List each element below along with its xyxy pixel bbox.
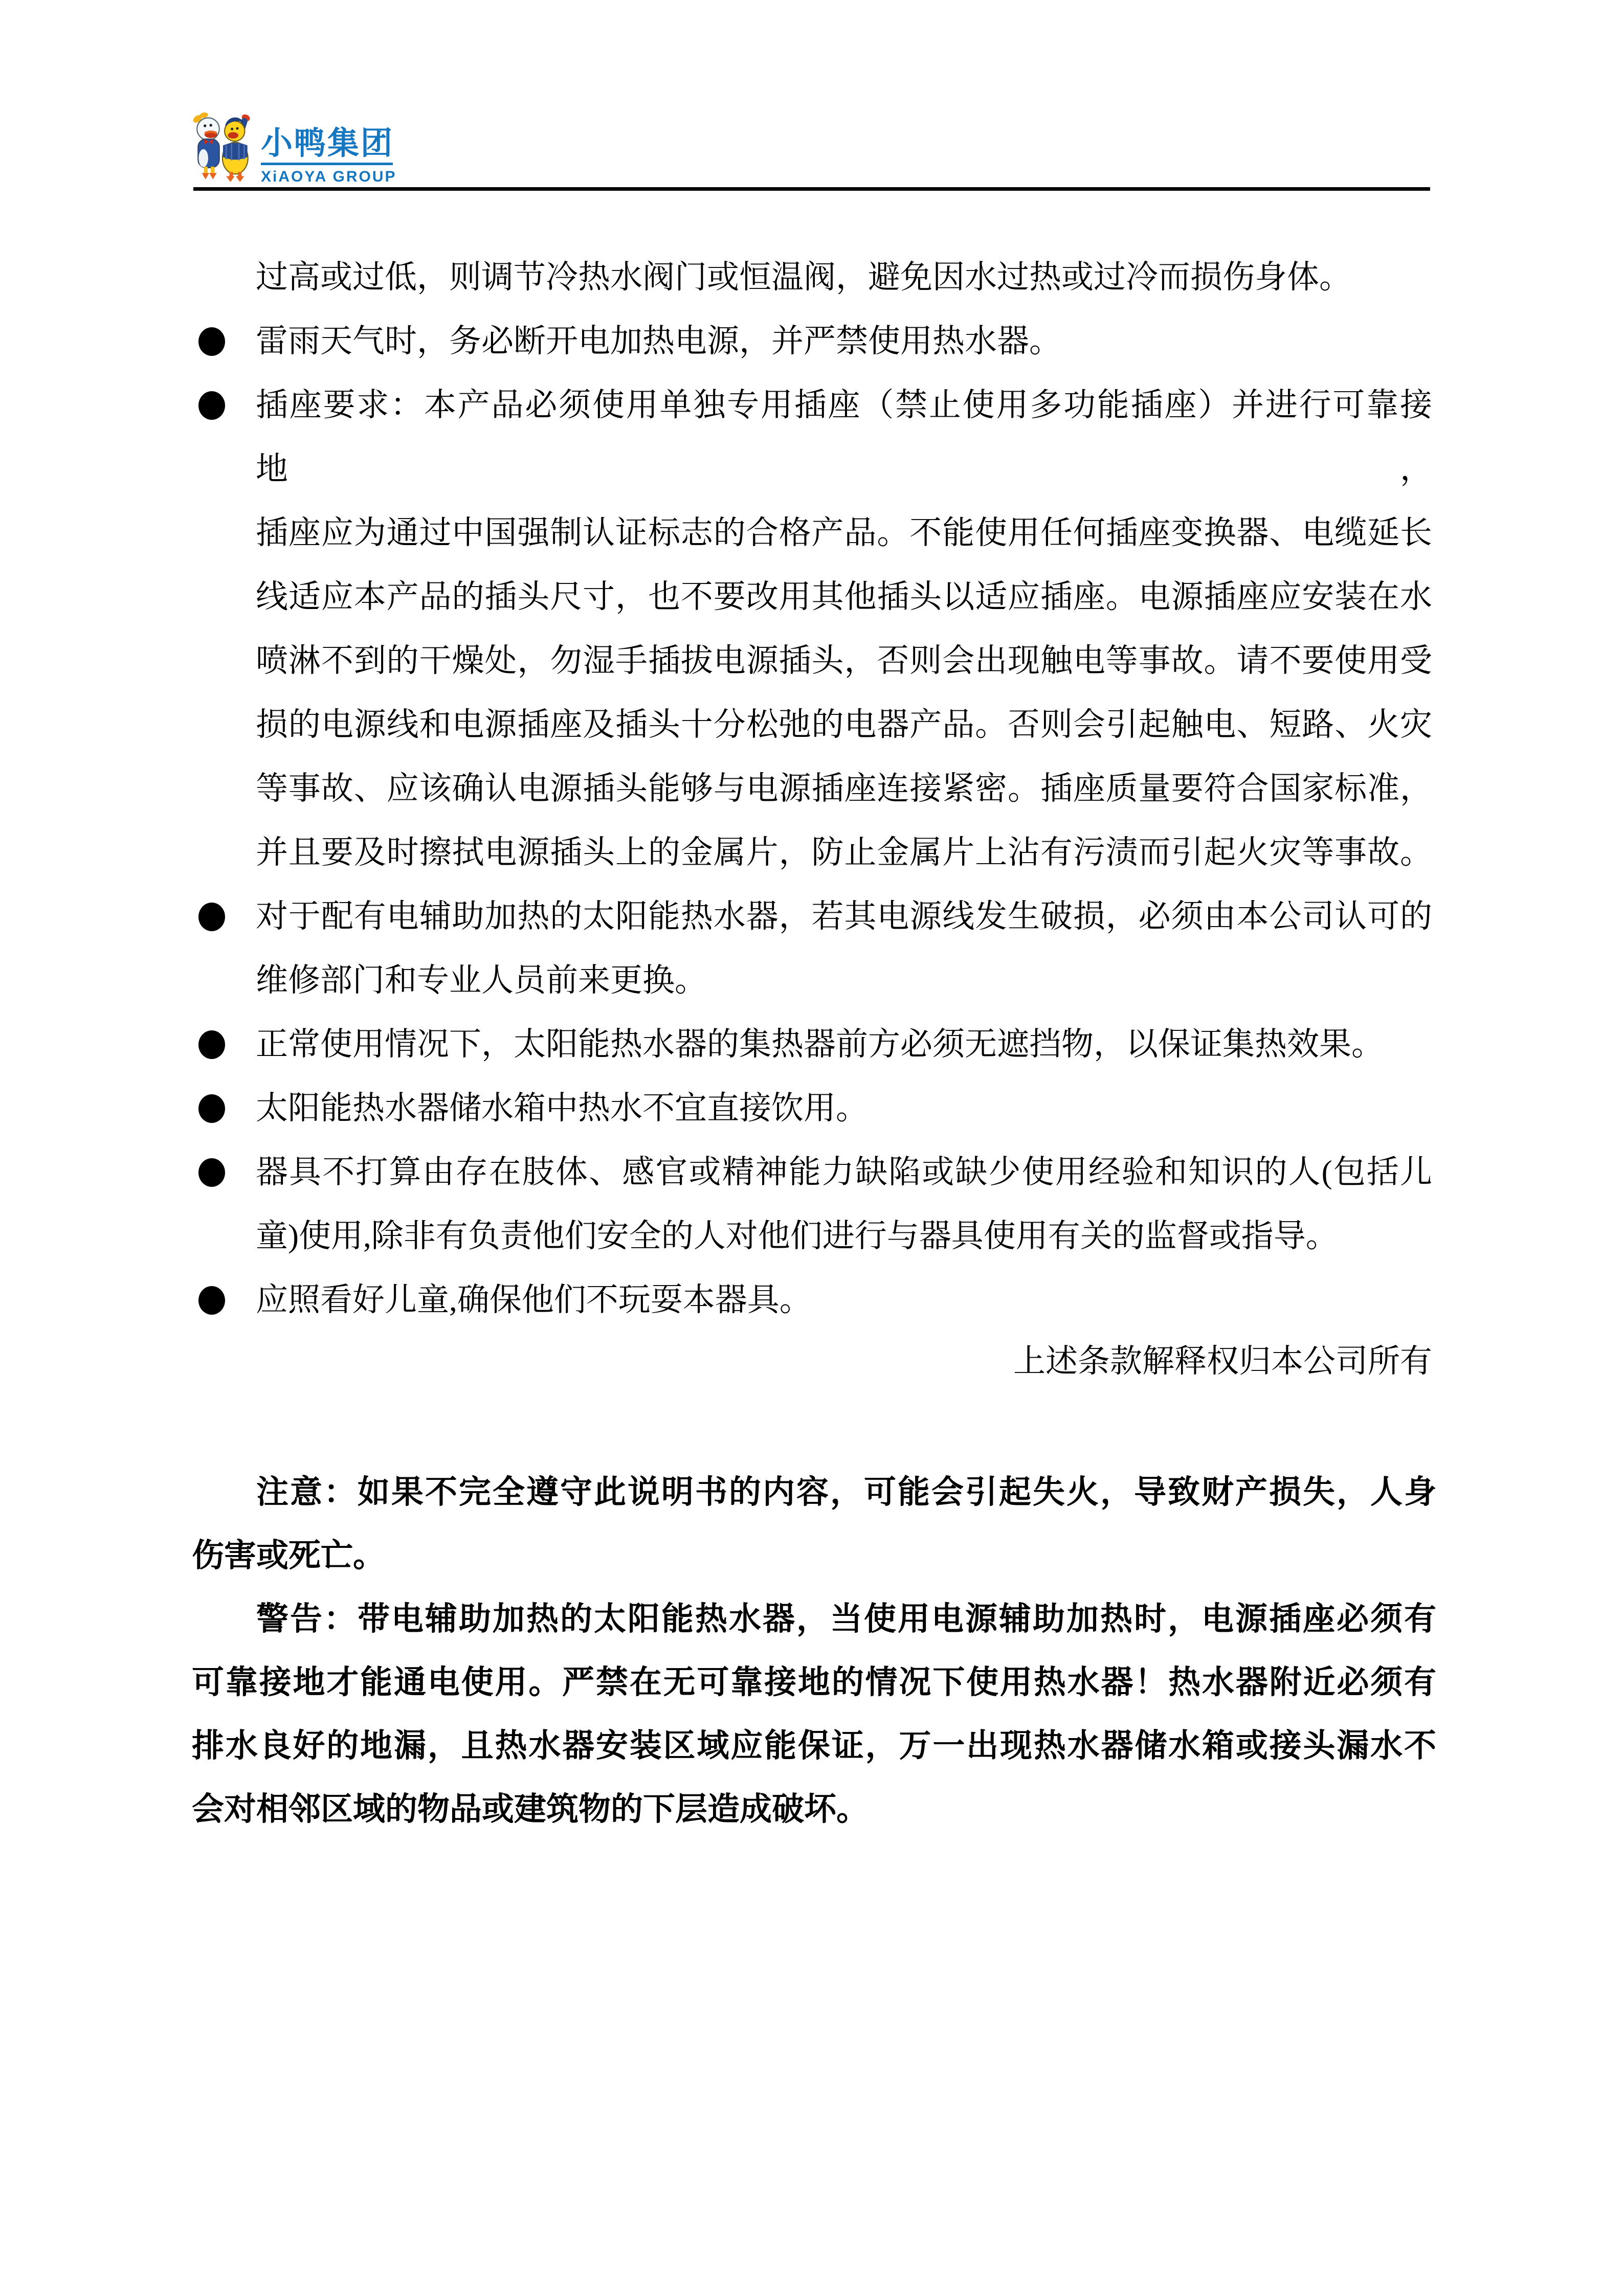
list-item [193, 309, 1432, 373]
safety-text-block [193, 245, 1432, 1332]
text-line: 注意：如果不完全遵守此说明书的内容，可能会引起失火，导致财产损失，人身 [256, 1474, 1436, 1510]
text-line: 可靠接地才能通电使用。严禁在无可靠接地的情况下使用热水器！热水器附近必须有 [192, 1664, 1436, 1700]
bullet-icon [198, 1030, 225, 1059]
text-line: 损的电源线和电源插座及插头十分松弛的电器产品。否则会引起触电、短路、火灾 [256, 707, 1432, 742]
rights-note: 上述条款解释权归本公司所有 [1013, 1343, 1432, 1379]
text-line: 太阳能热水器储水箱中热水不宜直接饮用。 [256, 1090, 868, 1126]
intro-paragraph [193, 245, 1432, 309]
header-rule [193, 187, 1430, 191]
company-name-cn: 小鸭集团 [261, 126, 394, 161]
list-item [193, 373, 1432, 885]
text-line: 喷淋不到的干燥处，勿湿手插拔电源插头，否则会出现触电等事故。请不要使用受 [256, 643, 1432, 679]
text-line: 并且要及时擦拭电源插头上的金属片，防止金属片上沾有污渍而引起火灾等事故。 [256, 835, 1432, 870]
text-line: 对于配有电辅助加热的太阳能热水器，若其电源线发生破损，必须由本公司认可的 [256, 898, 1432, 934]
warning-paragraph [192, 1587, 1436, 1841]
list-item [193, 1268, 1432, 1332]
duck-mascot-icon [190, 111, 256, 183]
list-item [193, 1140, 1432, 1268]
notice-paragraph [192, 1460, 1436, 1587]
list-item [193, 1012, 1432, 1076]
notice-warning-block [192, 1460, 1436, 1841]
list-item [193, 885, 1432, 1012]
text-line: 插座要求：本产品必须使用单独专用插座（禁止使用多功能插座）并进行可靠接地， [256, 387, 1432, 487]
text-line: 雷雨天气时，务必断开电加热电源，并严禁使用热水器。 [256, 323, 1061, 359]
text-line: 童)使用,除非有负责他们安全的人对他们进行与器具使用有关的监督或指导。 [256, 1218, 1338, 1254]
bullet-icon [198, 1158, 225, 1187]
xiaoya-logo [190, 111, 397, 185]
bullet-icon [198, 1286, 225, 1315]
bullet-icon [198, 391, 225, 420]
text-line: 过高或过低，则调节冷热水阀门或恒温阀，避免因水过热或过冷而损伤身体。 [256, 259, 1351, 295]
text-line: 警告：带电辅助加热的太阳能热水器，当使用电源辅助加热时，电源插座必须有 [256, 1601, 1436, 1637]
bullet-icon [198, 903, 225, 931]
text-line: 排水良好的地漏，且热水器安装区域应能保证，万一出现热水器储水箱或接头漏水不 [192, 1728, 1436, 1764]
text-line: 维修部门和专业人员前来更换。 [256, 962, 707, 998]
text-line: 器具不打算由存在肢体、感官或精神能力缺陷或缺少使用经验和知识的人(包括儿 [256, 1154, 1432, 1190]
text-line: 会对相邻区域的物品或建筑物的下层造成破坏。 [192, 1791, 869, 1827]
bullet-icon [198, 1094, 225, 1123]
text-line: 线适应本产品的插头尺寸，也不要改用其他插头以适应插座。电源插座应安装在水 [256, 579, 1432, 615]
logo-text [261, 111, 397, 185]
bullet-icon [198, 327, 225, 356]
logo-underline [261, 163, 393, 165]
text-line: 伤害或死亡。 [192, 1538, 385, 1573]
text-line: 等事故、应该确认电源插头能够与电源插座连接紧密。插座质量要符合国家标准， [256, 771, 1432, 806]
text-line: 正常使用情况下，太阳能热水器的集热器前方必须无遮挡物，以保证集热效果。 [256, 1026, 1384, 1062]
company-name-en: XiAOYA GROUP [261, 168, 397, 185]
list-item [193, 1076, 1432, 1140]
text-line: 应照看好儿童,确保他们不玩耍本器具。 [256, 1282, 812, 1318]
text-line: 插座应为通过中国强制认证标志的合格产品。不能使用任何插座变换器、电缆延长 [256, 515, 1432, 551]
